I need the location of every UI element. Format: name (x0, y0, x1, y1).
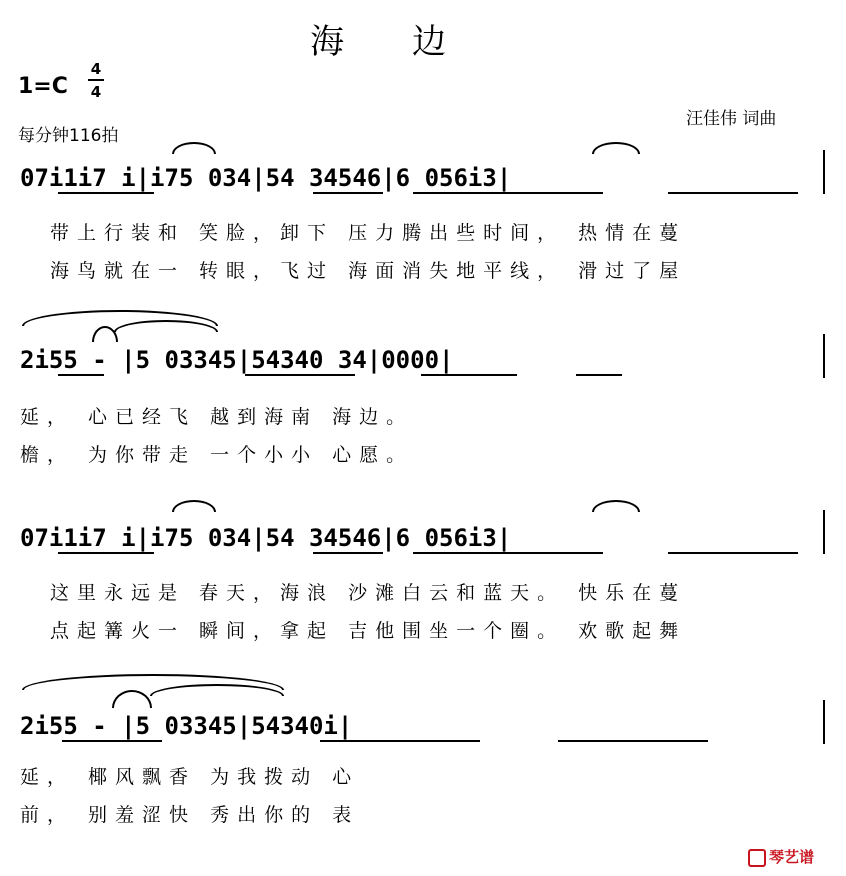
song-title: 海 边 (310, 22, 446, 62)
tie-arc (592, 500, 640, 512)
eighth-underline (58, 552, 154, 554)
bar-line (823, 700, 825, 744)
tie-arc (112, 690, 152, 708)
watermark-text: 琴艺谱 (769, 848, 815, 866)
lyric-verse2-line2: 檐， 为你带走 一个小小 心愿。 (20, 444, 414, 466)
tie-arc (92, 326, 118, 342)
time-signature-line (88, 79, 104, 81)
tempo-marking: 每分钟116拍 (18, 126, 119, 146)
eighth-underline (320, 740, 480, 742)
lyric-verse2-line3: 点起篝火一 瞬间，拿起 吉他围坐一个圈。 欢歌起舞 (50, 620, 687, 642)
bar-line (823, 510, 825, 554)
notation-line-2: 2i55 - |5 03345|54340 34|0000| (20, 346, 454, 374)
bar-line (823, 334, 825, 378)
time-signature-bottom: 4 (90, 83, 102, 101)
notation-line-4: 2i55 - |5 03345|54340i| (20, 712, 353, 740)
key-signature: 1=C (18, 74, 68, 99)
bar-line (823, 150, 825, 194)
eighth-underline (313, 192, 383, 194)
eighth-underline (58, 192, 154, 194)
lyric-verse1-line1: 带上行装和 笑脸，卸下 压力腾出些时间， 热情在蔓 (50, 222, 687, 244)
eighth-underline (413, 552, 603, 554)
eighth-underline (558, 740, 708, 742)
composer-credit: 汪佳伟 词曲 (686, 109, 777, 129)
site-watermark (748, 846, 814, 867)
eighth-underline (413, 192, 603, 194)
tie-arc (172, 142, 216, 154)
tie-arc (172, 500, 216, 512)
lyric-verse2-line4: 前， 别羞涩快 秀出你的 表 (20, 804, 360, 826)
eighth-underline (313, 552, 383, 554)
notation-line-1: 07i1i7 i|i75 034|54 34546|6 056i3| (20, 164, 512, 192)
eighth-underline (62, 740, 162, 742)
lyric-verse2-line1: 海鸟就在一 转眼，飞过 海面消失地平线， 滑过了屋 (50, 260, 687, 282)
lyric-verse1-line4: 延， 椰风飘香 为我拨动 心 (20, 766, 360, 788)
eighth-underline (576, 374, 622, 376)
eighth-underline (58, 374, 104, 376)
time-signature-top: 4 (90, 60, 102, 78)
lyric-verse1-line3: 这里永远是 春天，海浪 沙滩白云和蓝天。 快乐在蔓 (50, 582, 687, 604)
eighth-underline (668, 552, 798, 554)
eighth-underline (668, 192, 798, 194)
notation-line-3: 07i1i7 i|i75 034|54 34546|6 056i3| (20, 524, 512, 552)
eighth-underline (245, 374, 355, 376)
watermark-logo-icon (748, 849, 766, 867)
lyric-verse1-line2: 延， 心已经飞 越到海南 海边。 (20, 406, 414, 428)
eighth-underline (421, 374, 517, 376)
tie-arc (592, 142, 640, 154)
